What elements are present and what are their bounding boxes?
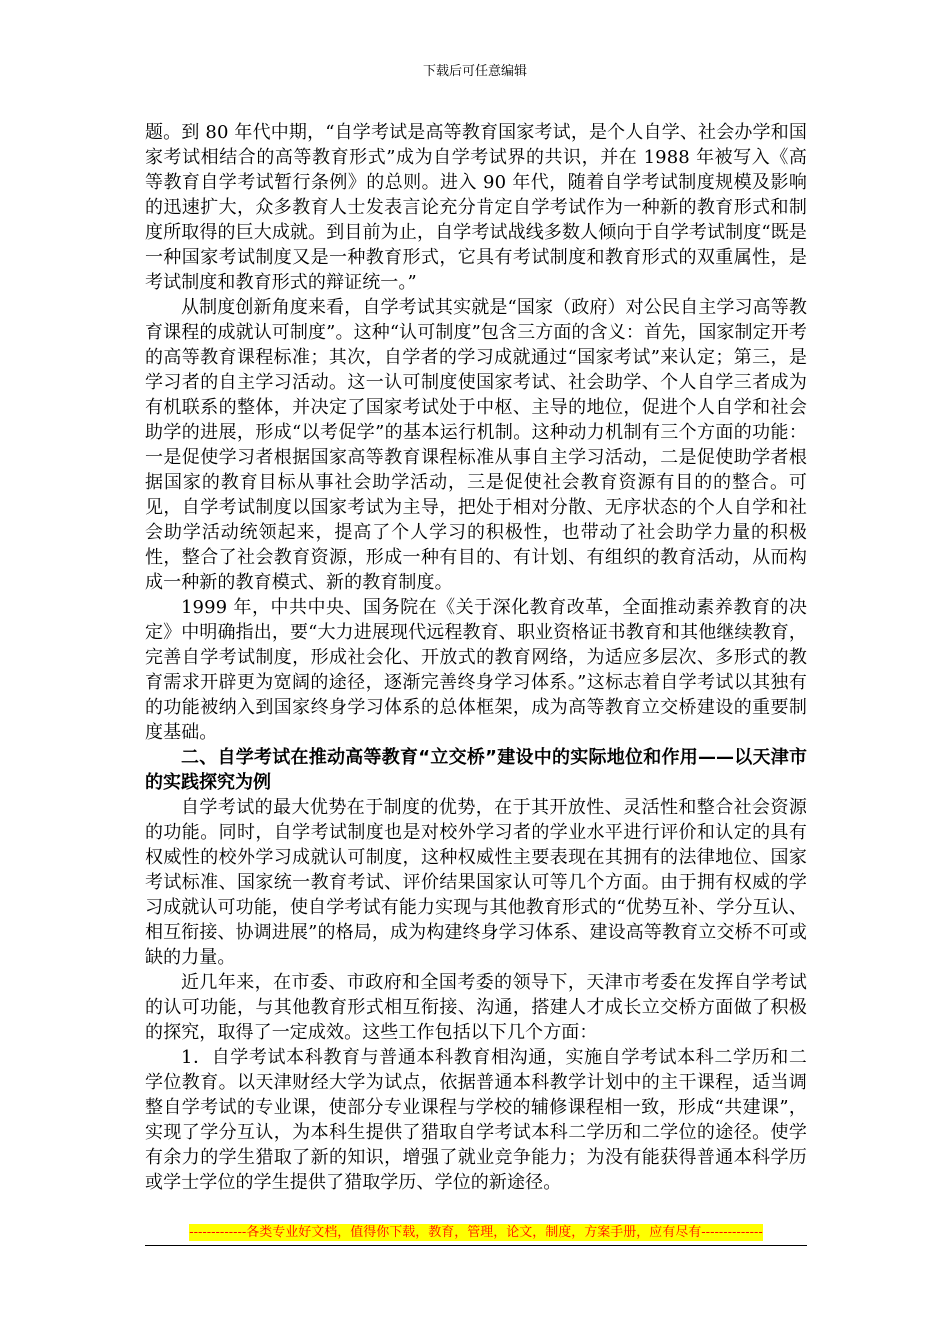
document-body bbox=[145, 120, 807, 1195]
page-header: 下载后可任意编辑 bbox=[422, 64, 527, 79]
body-paragraph: 1999 年，中共中央、国务院在《关于深化教育改革，全面推动素养教育的决定》中明确指出，要“大力进展现代远程教育、职业资格证书教育和其他继续教育，完善自学考试制度，形成社会化、开放式的教育网络，为适应多层次、多形式的教育需求开辟更为宽阔的途径，逐渐完善终身学习体系。”这标志着自学考试以其独有的功能被纳入到国家终身学习体系的总体框架，成为高等教育立交桥建设的重要制度基础。 bbox=[145, 597, 807, 743]
page-footer bbox=[145, 1225, 807, 1241]
numbered-paragraph: 1．自学考试本科教育与普通本科教育相沟通，实施自学考试本科二学历和二学位教育。以天津财经大学为试点，依据普通本科教学计划中的主干课程，适当调整自学考试的专业课，使部分专业课程与学校的辅修课程相一致，形成“共建课”，实现了学分互认，为本科生提供了猎取自学考试本科二学历和二学位的途径。使学有余力的学生猎取了新的知识，增强了就业竞争能力；为没有能获得普通本科学历或学士学位的学生提供了猎取学历、学位的新途径。 bbox=[145, 1047, 807, 1193]
footer-promo-text: -------------各类专业好文档，值得你下载，教育，管理，论文，制度，方案手册，应有尽有-------------- bbox=[189, 1225, 763, 1240]
body-paragraph: 近几年来，在市委、市政府和全国考委的领导下，天津市考委在发挥自学考试的认可功能，与其他教育形式相互衔接、沟通，搭建人才成长立交桥方面做了积极的探究，取得了一定成效。这些工作包括以下几个方面： bbox=[145, 972, 807, 1043]
footer-divider bbox=[145, 1245, 807, 1246]
body-paragraph-continuation: 题。到 80 年代中期，“自学考试是高等教育国家考试，是个人自学、社会办学和国家考试相结合的高等教育形式”成为自学考试界的共识，并在 1988 年被写入《高等教育自学考试暂行条例》的总则。进入 90 年代，随着自学考试制度规模及影响的迅速扩大，众多教育人士发表言论充分肯定自学考试作为一种新的教育形式和制度所取得的巨大成就。到目前为止，自学考试战线多数人倾向于自学考试制度“既是一种国家考试制度又是一种教育形式，它具有考试制度和教育形式的双重属性，是考试制度和教育形式的辩证统一。” bbox=[145, 122, 807, 293]
section-heading: 二、自学考试在推动高等教育“立交桥”建设中的实际地位和作用——以天津市的实践探究为例 bbox=[145, 747, 807, 793]
body-paragraph: 从制度创新角度来看，自学考试其实就是“国家（政府）对公民自主学习高等教育课程的成就认可制度”。这种“认可制度”包含三方面的含义：首先，国家制定开考的高等教育课程标准；其次，自学者的学习成就通过“国家考试”来认定；第三，是学习者的自主学习活动。这一认可制度使国家考试、社会助学、个人自学三者成为有机联系的整体，并决定了国家考试处于中枢、主导的地位，促进个人自学和社会助学的进展，形成“以考促学”的基本运行机制。这种动力机制有三个方面的功能：一是促使学习者根据国家高等教育课程标准从事自主学习活动，二是促使助学者根据国家的教育目标从事社会助学活动，三是促使社会教育资源有目的的整合。可见，自学考试制度以国家考试为主导，把处于相对分散、无序状态的个人自学和社会助学活动统领起来，提高了个人学习的积极性，也带动了社会助学力量的积极性，整合了社会教育资源，形成一种有目的、有计划、有组织的教育活动，从而构成一种新的教育模式、新的教育制度。 bbox=[145, 297, 807, 593]
body-paragraph: 自学考试的最大优势在于制度的优势，在于其开放性、灵活性和整合社会资源的功能。同时，自学考试制度也是对校外学习者的学业水平进行评价和认定的具有权威性的校外学习成就认可制度，这种权威性主要表现在其拥有的法律地位、国家考试标准、国家统一教育考试、评价结果国家认可等几个方面。由于拥有权威的学习成就认可功能，使自学考试有能力实现与其他教育形式的“优势互补、学分互认、相互衔接、协调进展”的格局，成为构建终身学习体系、建设高等教育立交桥不可或缺的力量。 bbox=[145, 797, 807, 968]
